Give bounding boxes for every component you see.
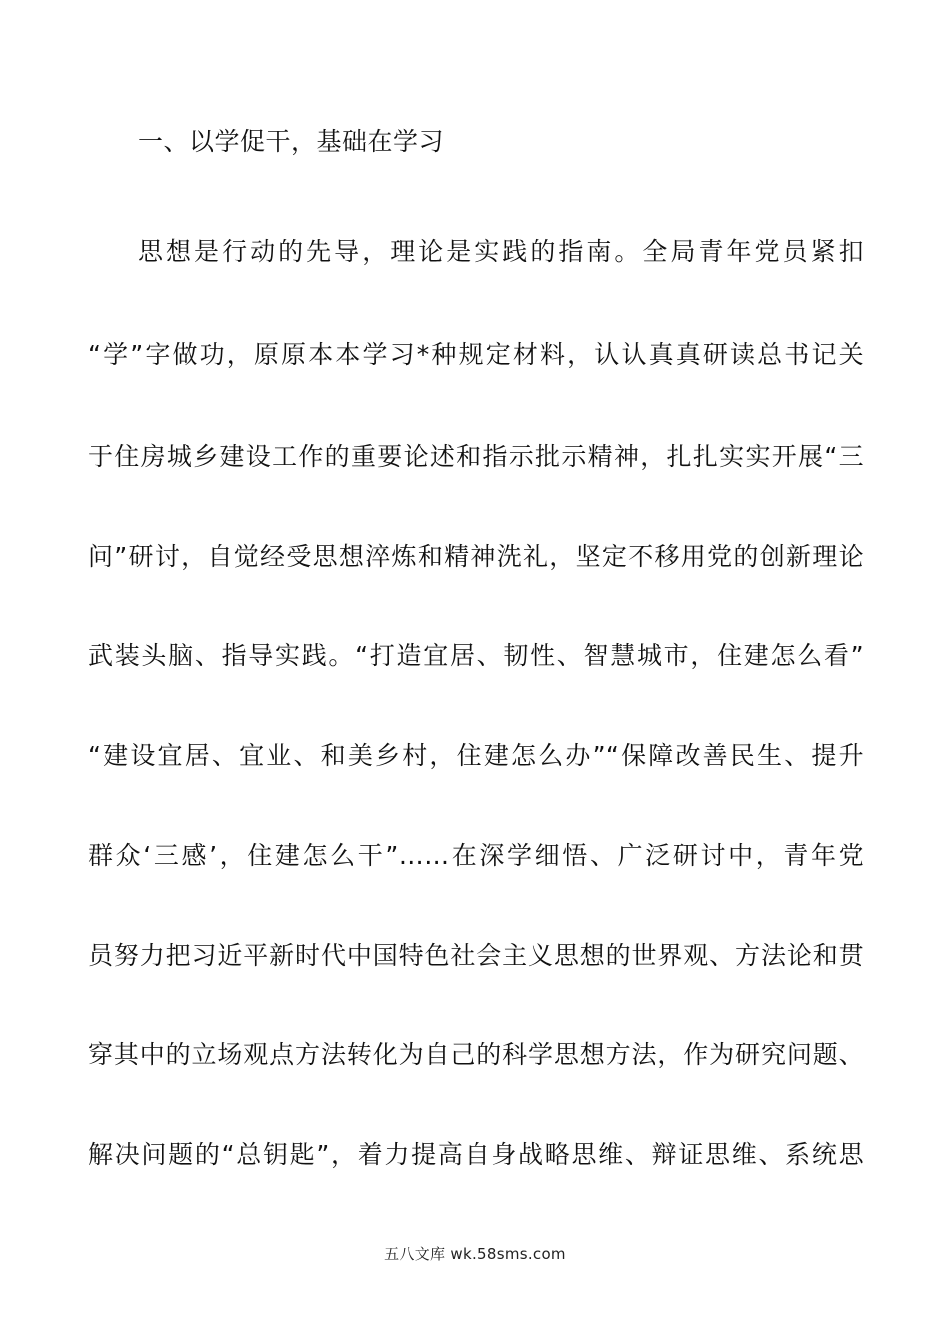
paragraph-line: 群众‘三感’，住建怎么干”……在深学细悟、广泛研讨中，青年党 [88, 841, 864, 870]
paragraph-line: “建设宜居、宜业、和美乡村，住建怎么办”“保障改善民生、提升 [88, 741, 864, 770]
section-heading: 一、以学促干，基础在学习 [138, 127, 445, 156]
paragraph-line: 问”研讨，自觉经受思想淬炼和精神洗礼，坚定不移用党的创新理论 [88, 542, 864, 571]
paragraph-line: 思想是行动的先导，理论是实践的指南。全局青年党员紧扣 [138, 237, 864, 266]
paragraph-line: 武装头脑、指导实践。“打造宜居、韧性、智慧城市，住建怎么看” [88, 641, 864, 670]
paragraph-line: 于住房城乡建设工作的重要论述和指示批示精神，扎扎实实开展“三 [88, 442, 864, 471]
paragraph-line: 解决问题的“总钥匙”，着力提高自身战略思维、辩证思维、系统思 [88, 1140, 864, 1169]
paragraph-line: “学”字做功，原原本本学习*种规定材料，认认真真研读总书记关 [88, 340, 864, 369]
paragraph-line: 穿其中的立场观点方法转化为自己的科学思想方法，作为研究问题、 [88, 1040, 864, 1069]
page-footer-watermark: 五八文库 wk.58sms.com [384, 1245, 566, 1263]
paragraph-line: 员努力把习近平新时代中国特色社会主义思想的世界观、方法论和贯 [88, 941, 864, 970]
